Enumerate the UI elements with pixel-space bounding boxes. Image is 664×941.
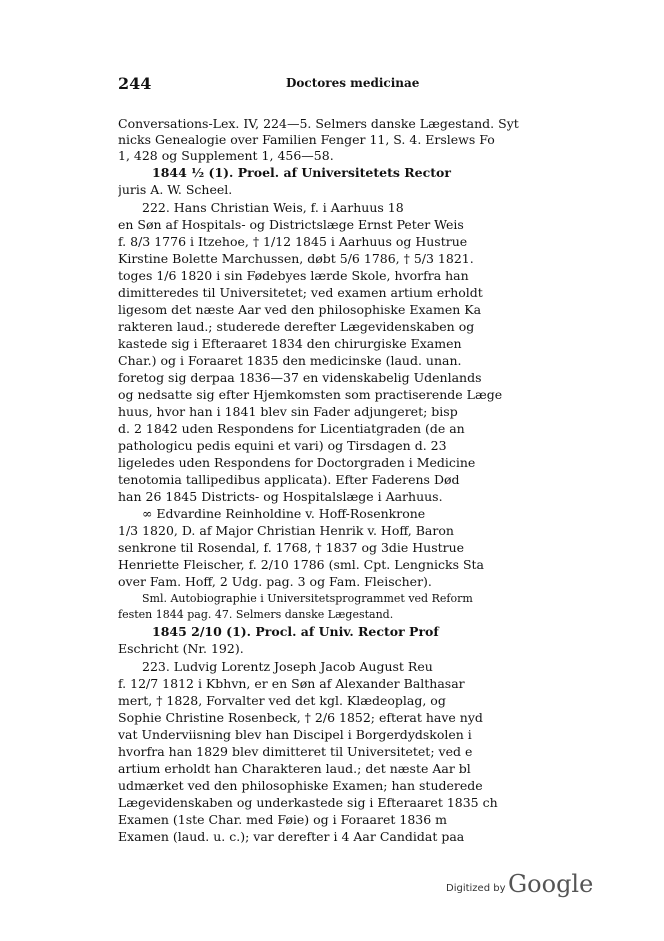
- entry-heading-223: 223. Ludvig Lorentz Joseph Jacob August Reu: [142, 659, 433, 674]
- text-line: Examen (1ste Char. med Føie) og i Foraaret 1836 m: [118, 812, 448, 827]
- text-line: juris A. W. Scheel.: [118, 182, 233, 197]
- text-line: Lægevidenskaben og underkastede sig i Efteraaret 1835 ch: [118, 795, 498, 810]
- text-line: toges 1/6 1820 i sin Fødebyes lærde Skole, hvorfra han: [118, 268, 469, 283]
- text-line: og nedsatte sig efter Hjemkomsten som practiserende Læge: [118, 387, 503, 402]
- body-text: [118, 116, 638, 846]
- text-line: artium erholdt han Charakteren laud.; det næste Aar bl: [118, 761, 471, 776]
- running-head: Doctores medicinae: [286, 76, 420, 90]
- text-line: rakteren laud.; studerede derefter Lægevidenskaben og: [118, 319, 475, 334]
- text-line: foretog sig derpaa 1836—37 en videnskabelig Udenlands: [118, 370, 482, 385]
- text-line: ligeledes uden Respondens for Doctorgraden i Medicine: [118, 455, 476, 470]
- text-line: Eschricht (Nr. 192).: [118, 641, 244, 656]
- digitized-by-text: Digitized by: [446, 883, 506, 894]
- text-line: mert, † 1828, Forvalter ved det kgl. Klædeoplag, og: [118, 693, 446, 708]
- text-line: ligesom det næste Aar ved den philosophiske Examen Ka: [118, 302, 482, 317]
- entry-heading-222: 222. Hans Christian Weis, f. i Aarhuus 18: [142, 200, 404, 215]
- text-line: Char.) og i Foraaret 1835 den medicinske (laud. unan.: [118, 353, 462, 368]
- marriage-line: ∞ Edvardine Reinholdine v. Hoff-Rosenkrone: [142, 506, 426, 521]
- text-line: han 26 1845 Districts- og Hospitalslæge i Aarhuus.: [118, 489, 443, 504]
- text-line: f. 12/7 1812 i Kbhvn, er en Søn af Alexander Balthasar: [118, 676, 465, 691]
- text-line: Examen (laud. u. c.); var derefter i 4 Aar Candidat paa: [118, 829, 465, 844]
- text-line: Kirstine Bolette Marchussen, døbt 5/6 1786, † 5/3 1821.: [118, 251, 474, 266]
- text-line: Sophie Christine Rosenbeck, † 2/6 1852; efterat have nyd: [118, 710, 483, 725]
- text-line: Conversations-Lex. IV, 224—5. Selmers danske Lægestand. Syt: [118, 116, 519, 131]
- section-heading-1844: 1844 ½ (1). Proel. af Universitetets Rector: [152, 165, 451, 180]
- text-line: f. 8/3 1776 i Itzehoe, † 1/12 1845 i Aarhuus og Hustrue: [118, 234, 468, 249]
- text-line: 1/3 1820, D. af Major Christian Henrik v. Hoff, Baron: [118, 523, 454, 538]
- text-line: vat Underviisning blev han Discipel i Borgerdydskolen i: [118, 727, 472, 742]
- text-line: dimitteredes til Universitetet; ved examen artium erholdt: [118, 285, 483, 300]
- reference-note: Sml. Autobiographie i Universitetsprogrammet ved Reform: [142, 592, 473, 605]
- text-line: senkrone til Rosendal, f. 1768, † 1837 og 3die Hustrue: [118, 540, 465, 555]
- google-logo: Google: [508, 870, 594, 898]
- text-line: Henriette Fleischer, f. 2/10 1786 (sml. Cpt. Lengnicks Sta: [118, 557, 484, 572]
- text-line: over Fam. Hoff, 2 Udg. pag. 3 og Fam. Fleischer).: [118, 574, 432, 589]
- text-line: huus, hvor han i 1841 blev sin Fader adjungeret; bisp: [118, 404, 458, 419]
- page-number: 244: [118, 74, 152, 93]
- text-line: nicks Genealogie over Familien Fenger 11, S. 4. Erslews Fo: [118, 132, 495, 147]
- text-line: hvorfra han 1829 blev dimitteret til Universitetet; ved e: [118, 744, 473, 759]
- text-line: kastede sig i Efteraaret 1834 den chirurgiske Examen: [118, 336, 462, 351]
- text-line: tenotomia tallipedibus applicata). Efter Faderens Død: [118, 472, 460, 487]
- text-line: 1, 428 og Supplement 1, 456—58.: [118, 148, 334, 163]
- digitized-watermark: [446, 870, 606, 906]
- page-header: [118, 74, 516, 92]
- reference-note: festen 1844 pag. 47. Selmers danske Lægestand.: [118, 608, 394, 621]
- text-line: d. 2 1842 uden Respondens for Licentiatgraden (de an: [118, 421, 465, 436]
- text-line: en Søn af Hospitals- og Districtslæge Ernst Peter Weis: [118, 217, 464, 232]
- text-line: pathologicu pedis equini et vari) og Tirsdagen d. 23: [118, 438, 447, 453]
- text-line: udmærket ved den philosophiske Examen; han studerede: [118, 778, 483, 793]
- section-heading-1845: 1845 2/10 (1). Procl. af Univ. Rector Prof: [152, 624, 439, 639]
